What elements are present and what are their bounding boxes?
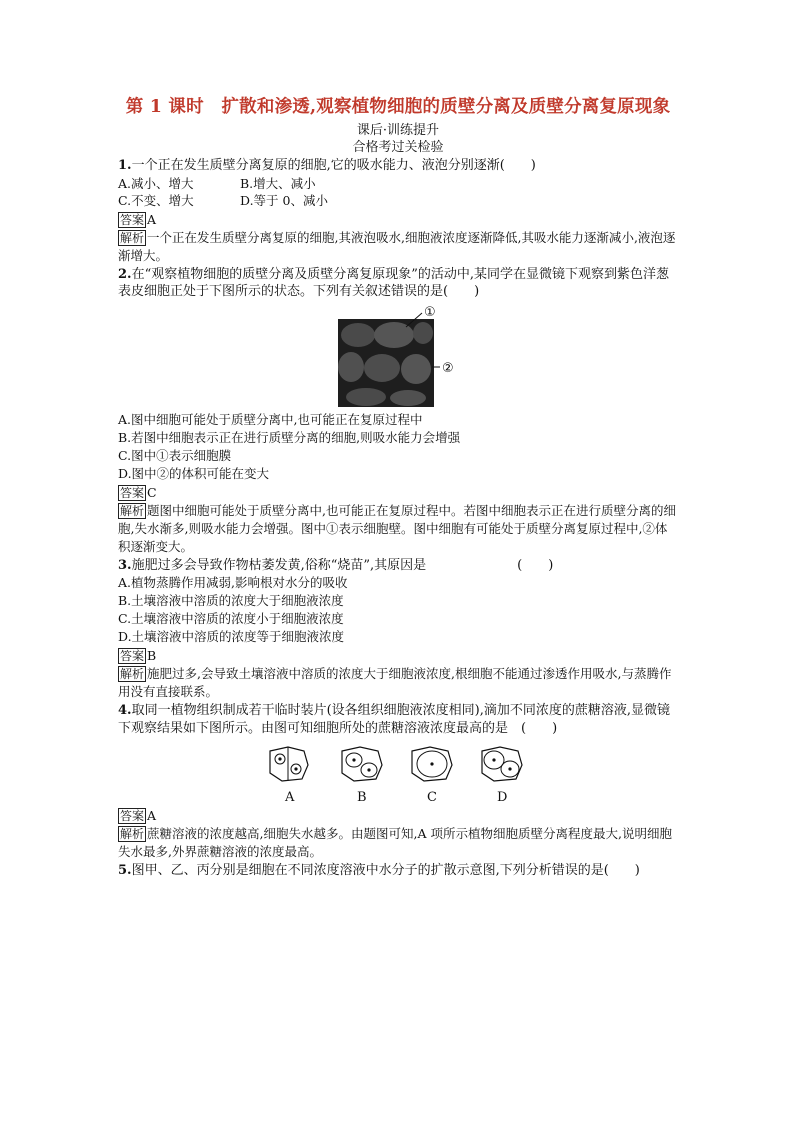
label-a: A (285, 790, 295, 805)
cell-diagram-a (270, 747, 308, 781)
option-b: B.增大、减小 (240, 175, 316, 191)
onion-cell-figure (336, 305, 486, 411)
answer-tag: 答案 (120, 212, 145, 227)
sucrose-cells-figure (266, 743, 536, 805)
question-number: 5. (118, 863, 132, 878)
question-1-options (118, 175, 678, 193)
explanation-4 (118, 825, 678, 861)
option-a: A.植物蒸腾作用减弱,影响根对水分的吸收 (118, 575, 348, 590)
label-1: ① (424, 304, 436, 320)
question-stem: 一个正在发生质壁分离复原的细胞,它的吸水能力、液泡分别逐渐( ) (131, 158, 536, 173)
question-1-options-row2 (118, 192, 678, 210)
question-number: 3. (118, 557, 132, 573)
option-c: C.图中①表示细胞膜 (118, 447, 232, 463)
option-a: A.图中细胞可能处于质壁分离中,也可能正在复原过程中 (118, 411, 423, 427)
answer-value: C (147, 484, 157, 500)
answer-value: A (147, 808, 157, 823)
question-1 (118, 157, 678, 175)
question-number: 2. (118, 266, 132, 282)
onion-cell-micrograph (336, 305, 486, 411)
option-b: B.土壤溶液中溶质的浓度大于细胞液浓度 (118, 593, 344, 608)
explanation-text: 施肥过多,会导致土壤溶液中溶质的浓度大于细胞液浓度,根细胞不能通过渗透作用吸水,与蒸腾作用没有直接联系。 (118, 666, 672, 699)
question-number: 4. (118, 703, 132, 718)
answer-value: B (147, 648, 157, 663)
explanation-tag: 解析 (120, 230, 145, 245)
question-number: 1. (118, 158, 132, 173)
option-b: B.若图中细胞表示正在进行质壁分离的细胞,则吸水能力会增强 (118, 429, 461, 445)
explanation-tag: 解析 (120, 503, 145, 518)
answer-tag: 答案 (120, 809, 145, 823)
option-c: C.不变、增大 (118, 193, 194, 208)
section-subtitle: 课后·训练提升 (356, 123, 440, 138)
answer-4 (118, 807, 678, 825)
explanation-tag: 解析 (120, 827, 145, 841)
question-3 (118, 557, 678, 575)
worksheet-page (118, 96, 678, 880)
explanation-1 (118, 229, 678, 265)
cell-diagram-d (482, 747, 522, 781)
cell-diagram-c (412, 747, 452, 781)
label-b: B (357, 790, 367, 805)
question-stem: 施肥过多会导致作物枯萎发黄,俗称“烧苗”,其原因是 ( ) (131, 557, 554, 573)
answer-3 (118, 647, 678, 665)
option-c: C.土壤溶液中溶质的浓度小于细胞液浓度 (118, 611, 344, 626)
four-cell-diagrams (266, 743, 536, 805)
question-4 (118, 702, 678, 737)
explanation-text: 一个正在发生质壁分离复原的细胞,其液泡吸水,细胞液浓度逐渐降低,其吸水能力逐渐减小,液泡逐渐增大。 (118, 229, 676, 263)
option-d: D.图中②的体积可能在变大 (118, 465, 270, 481)
section-subtitle-level: 合格考过关检验 (352, 140, 444, 155)
lesson-title: 第 1 课时 扩散和渗透,观察植物细胞的质壁分离及质壁分离复原现象 (125, 97, 671, 117)
answer-2 (118, 484, 678, 502)
option-d: D.等于 0、减小 (240, 193, 328, 208)
question-stem: 图甲、乙、丙分别是细胞在不同浓度溶液中水分子的扩散示意图,下列分析错误的是( ) (131, 863, 640, 878)
option-d: D.土壤溶液中溶质的浓度等于细胞液浓度 (118, 629, 345, 644)
explanation-text: 题图中细胞可能处于质壁分离中,也可能正在复原过程中。若图中细胞表示正在进行质壁分离的细胞,失水渐多,则吸水能力会增强。图中①表示细胞壁。图中细胞有可能处于质壁分离复原过程中,②体积逐渐变大。 (118, 502, 676, 554)
explanation-3 (118, 665, 678, 701)
explanation-2 (118, 502, 678, 556)
label-c: C (427, 790, 437, 805)
option-a: A.减小、增大 (118, 175, 194, 191)
explanation-text: 蔗糖溶液的浓度越高,细胞失水越多。由题图可知,A 项所示植物细胞质壁分离程度最大,说明细胞失水最多,外界蔗糖溶液的浓度最高。 (118, 826, 672, 859)
explanation-tag: 解析 (120, 667, 145, 681)
answer-value: A (147, 211, 157, 227)
label-d: D (497, 790, 508, 805)
question-2 (118, 266, 678, 301)
label-2: ② (442, 360, 454, 376)
cell-diagram-b (342, 747, 382, 781)
answer-tag: 答案 (120, 485, 145, 500)
answer-1 (118, 211, 678, 229)
question-stem: 取同一植物组织制成若干临时装片(设各组织细胞液浓度相同),滴加不同浓度的蔗糖溶液,显微镜下观察结果如下图所示。由图可知细胞所处的蔗糖溶液浓度最高的是 ( ) (118, 703, 670, 736)
question-stem: 在“观察植物细胞的质壁分离及质壁分离复原现象”的活动中,某同学在显微镜下观察到紫色洋葱表皮细胞正处于下图所示的状态。下列有关叙述错误的是( ) (118, 266, 670, 299)
answer-tag: 答案 (120, 649, 145, 663)
question-5 (118, 862, 678, 880)
